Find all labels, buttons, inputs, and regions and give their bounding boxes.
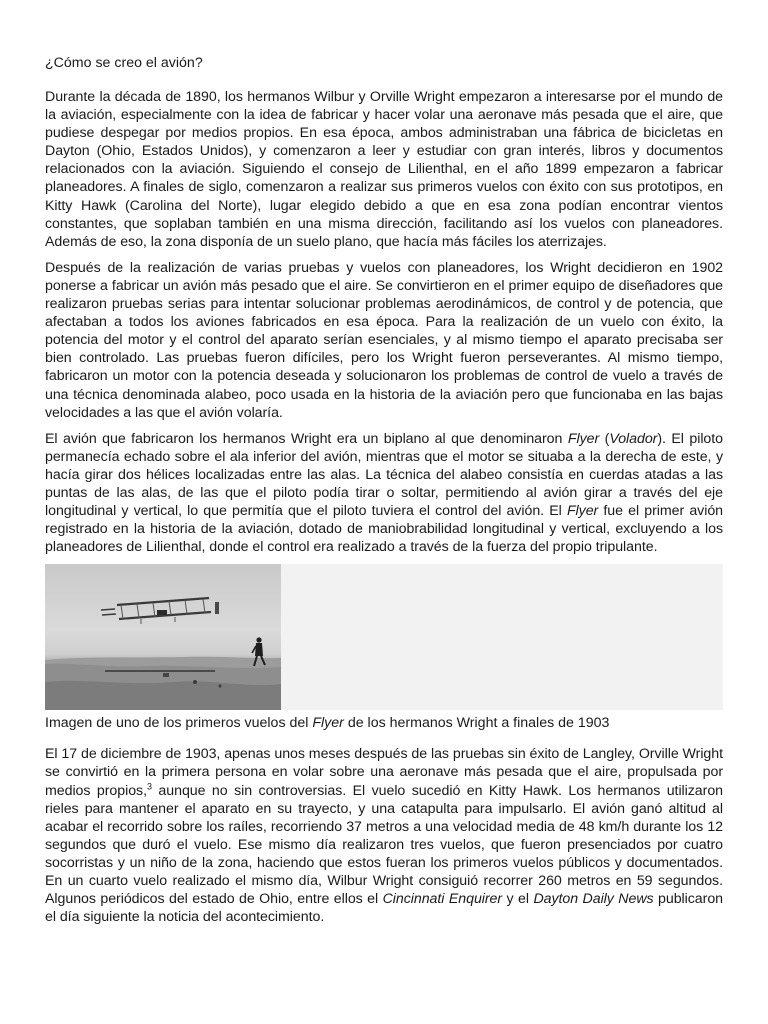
document-title: ¿Cómo se creo el avión? (45, 55, 203, 71)
cincinnati-enquirer-italic: Cincinnati Enquirer (382, 891, 503, 908)
paragraph-3: El avión que fabricaron los hermanos Wright era un biplano al que denominaron Flyer (Volador). El piloto permanecía echado sobre el ala inferior del avión, mientras que el motor se situaba a la derecha de este, y hacía girar dos hélices localizadas entre las alas. La técnica del alabeo consistía en cuerdas atadas a las puntas de las alas, de las que el piloto podía tirar o soltar, permitiendo al avión girar a través del eje longitudinal y vertical, lo que permitía que el piloto tuviera el control del avión. El Flyer fue el primer avión registrado en la historia de la aviación, dotado de maniobrabilidad longitudinal y vertical, excluyendo a los planeadores de Lilienthal, donde el control era realizado a través de la fuerza del propio tripulante. (45, 430, 724, 556)
figure-caption: Imagen de uno de los primeros vuelos del Flyer de los hermanos Wright a finales de 1903 (45, 715, 610, 732)
volador-italic: Volador (609, 430, 658, 447)
footnote-ref[interactable]: 3 (146, 780, 152, 791)
paragraph-4: El 17 de diciembre de 1903, apenas unos meses después de las pruebas sin éxito de Langley, Orville Wright se convirtió en la primera persona en volar sobre una aeronave más pesada que el aire, propulsada por medios propios,$^3$ aunque no sin controversias. El vuelo sucedió en Kitty Hawk. Los hermanos utilizaron rieles para mantener el aparato en su trayecto, y una catapulta para impulsarlo. El avión ganó altitud al acabar el recorrido sobre los raíles, recorriendo 37 metros a una velocidad media de 48 km/h durante los 12 segundos que duró el vuelo. Ese mismo día realizaron tres vuelos, que fueron presenciados por cuatro socorristas y un niño de la zona, haciendo que estos fueran los primeros vuelos públicos y documentados. En un cuarto vuelo realizado el mismo día, Wilbur Wright consiguió recorrer 260 metros en 59 segundos. Algunos periódicos del estado de Ohio, entre ellos el Cincinnati Enquirer y el Dayton Daily News publicaron el día siguiente la noticia del acontecimiento. (45, 746, 724, 926)
flyer-italic: Flyer (567, 430, 600, 447)
launch-rail (105, 670, 215, 672)
figure-band (45, 564, 723, 710)
paragraph-2: Después de la realización de varias pruebas y vuelos con planeadores, los Wright decidieron en 1902 ponerse a fabricar un avión más pesado que el aire. Se convirtieron en el primer equipo de diseñadores que realizaron pruebas serias para intentar solucionar problemas aerodinámicos, de control y de potencia, que afectaban a todos los aviones fabricados en esa época. Para la realización de un vuelo con éxito, la potencia del motor y el control del aparato serían esenciales, y al mismo tiempo el aparato precisaba ser bien controlado. Las pruebas fueron difíciles, pero los Wright fueron perseverantes. Al mismo tiempo, fabricaron un motor con la potencia deseada y solucionaron los problemas de control de vuelo a través de una técnica denominada alabeo, poco usada en la historia de la aviación pero que funcionaba en las bajas velocidades a las que el avión volaría. (45, 259, 723, 421)
flyer-italic: Flyer (566, 503, 599, 520)
flyer-italic: Flyer (312, 715, 344, 732)
dayton-daily-news-italic: Dayton Daily News (533, 891, 654, 908)
paragraph-1: Durante la década de 1890, los hermanos Wilbur y Orville Wright empezaron a interesarse por el mundo de la aviación, especialmente con la idea de fabricar y hacer volar una aeronave más pesada que el aire, que pudiese despegar por medios propios. En esa época, ambos administraban una fábrica de bicicletas en Dayton (Ohio, Estados Unidos), y comenzaron a leer y estudiar con gran interés, libros y documentos relacionados con la aviación. Siguiendo el consejo de Lilienthal, en el año 1899 empezaron a fabricar planeadores. A finales de siglo, comenzaron a realizar sus primeros vuelos con éxito con sus prototipos, en Kitty Hawk (Carolina del Norte), lugar elegido debido a que en esa zona podían encontrar vientos constantes, que soplaban también en una misma dirección, facilitando así los vuelos con planeadores. Además de eso, la zona disponía de un suelo plano, que hacía más fáciles los aterrizajes. (45, 89, 723, 250)
wright-flyer-photo (45, 564, 281, 710)
document-page (45, 54, 723, 934)
